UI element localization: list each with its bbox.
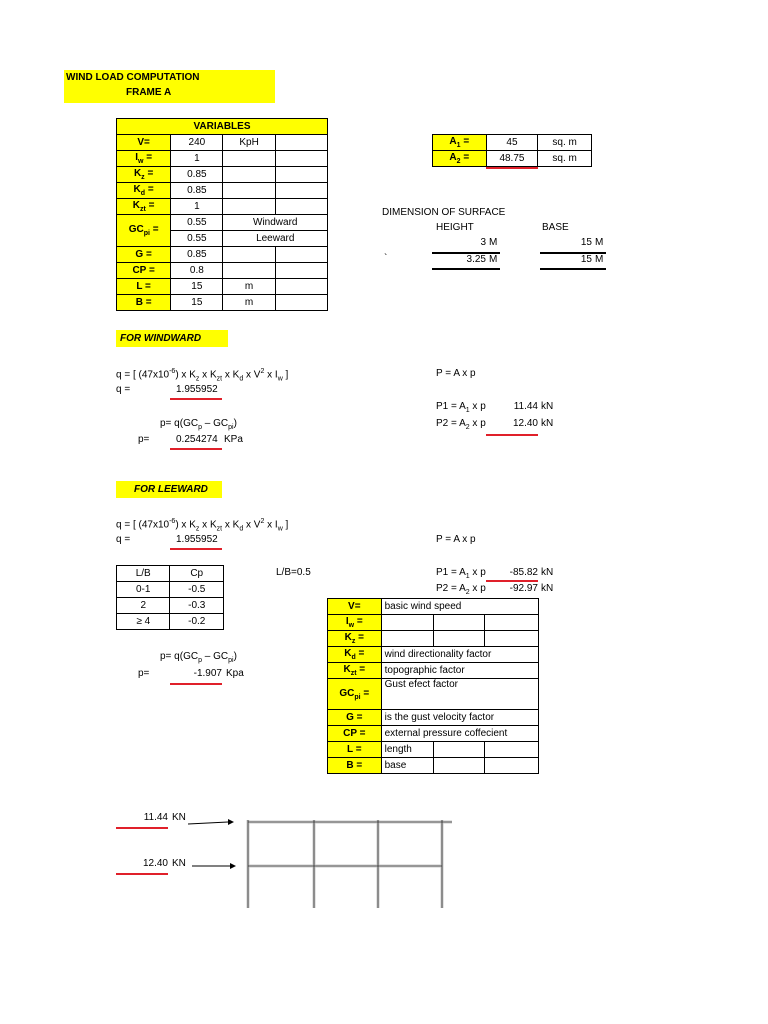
load-1-underline [116,827,168,829]
table-row [117,614,224,630]
leeward-p1-unit: kN [541,567,554,578]
area-label: $A_1$ = [433,135,487,151]
windward-q-value: 1.955952 [176,384,218,395]
windward-p1-unit: kN [541,401,554,412]
windward-p-label: p= [138,434,150,445]
legend-desc: Gust efect factor [381,679,538,710]
table-row [117,183,328,199]
load-2-unit: KN [172,858,186,869]
var-value: 15 [171,279,223,295]
table-row [328,663,539,679]
legend-table [327,598,539,774]
table-row [117,279,328,295]
legend-desc: external pressure coffecient [381,726,538,742]
area-value: 45 [486,135,538,151]
base-unit-2: M [595,254,604,265]
var-label: B = [117,295,171,311]
windward-pa: P = A x p [436,368,476,379]
leeward-p-value: -1.907 [193,668,222,679]
arrow-right-icon [188,816,236,828]
variables-title: VARIABLES [117,119,328,135]
legend-label: $I_w$ = [328,615,382,631]
windward-title: FOR WINDWARD [120,333,202,344]
var-value: 0.55 [171,231,223,247]
windward-p1-value: 11.44 [513,401,538,412]
var-label: $I_w$ = [117,151,171,167]
windward-p-value: 0.254274 [176,434,218,445]
table-row [328,647,539,663]
area-unit: sq. m [538,151,592,167]
cp-table [116,565,224,630]
var-label: $K_z$ = [117,167,171,183]
var-value: 15 [171,295,223,311]
lb-note: L/B=0.5 [276,567,311,578]
load-2-underline [116,873,168,875]
table-row [328,679,539,710]
table-row [433,135,592,151]
area-unit: sq. m [538,135,592,151]
area-label: $A_2$ = [433,151,487,167]
leeward-p1: $P1 = A_1$ x p [436,567,486,580]
table-row [117,215,328,231]
leeward-title: FOR LEEWARD [134,484,208,495]
table-row [328,758,539,774]
windward-p2-unit: kN [541,418,554,429]
table-row [117,598,224,614]
windward-p-formula: $p= q(GC_p - GC_{pi})$ [160,418,237,431]
leeward-q-value: 1.955952 [176,534,218,545]
var-unit: m [223,279,275,295]
legend-desc: base [381,758,433,774]
table-row [433,151,592,167]
legend-label: $GC_{pi}$ = [328,679,382,710]
leeward-p-label: p= [138,668,150,679]
table-row [117,199,328,215]
header-title: WIND LOAD COMPUTATION [66,72,200,83]
var-unit: m [223,295,275,311]
var-value: 0.55 [171,215,223,231]
windward-p-unit: KPa [224,434,243,445]
load-1-unit: KN [172,812,186,823]
var-label: V= [117,135,171,151]
windward-p-underline [170,448,222,450]
leeward-q-underline [170,548,222,550]
base-value-2: 15 [580,254,592,265]
windward-p2-value: 12.40 [512,418,538,429]
leeward-p-underline [170,683,222,685]
var-unit: Windward [223,215,328,231]
table-row [117,295,328,311]
legend-desc: topographic factor [381,663,538,679]
leeward-p2-value: -92.97 [509,583,538,594]
table-row [117,566,224,582]
legend-desc: basic wind speed [381,599,538,615]
var-label: L = [117,279,171,295]
table-row [328,726,539,742]
legend-label: B = [328,758,382,774]
height-value-1: 3 [480,237,486,248]
cp-cell: -0.5 [170,582,224,598]
legend-label: V= [328,599,382,615]
legend-label: G = [328,710,382,726]
base-value-1: 15 [580,237,592,248]
windward-p2: $P2 = A_2$ x p [436,418,486,431]
dimension-title: DIMENSION OF SURFACE [382,207,506,218]
table-row [117,167,328,183]
var-label: $GC_{pi}$ = [117,215,171,247]
var-value: 0.8 [171,263,223,279]
load-1-value: 11.44 [143,812,168,823]
tick-mark: ` [384,253,388,264]
var-value: 1 [171,199,223,215]
table-row [117,151,328,167]
leeward-p1-underline [486,580,538,582]
leeward-p2: $P2 = A_2$ x p [436,583,486,596]
table-row [117,263,328,279]
var-label: $K_{zt}$ = [117,199,171,215]
leeward-p-formula: $p= q(GC_p - GC_{pi})$ [160,651,237,664]
legend-desc: length [381,742,433,758]
leeward-q-label: q = [116,534,131,545]
area-value: 48.75 [486,151,538,167]
windward-q-label: q = [116,384,131,395]
legend-desc: wind directionality factor [381,647,538,663]
table-row [328,742,539,758]
height-value-2: 3.25 [466,254,486,265]
cp-cell: 2 [117,598,170,614]
height-unit-1: M [489,237,498,248]
windward-p1: $P1 = A_1$ x p [436,401,486,414]
table-row [328,615,539,631]
cp-header: Cp [170,566,224,582]
leeward-p1-value: -85.82 [509,567,538,578]
leeward-pa: P = A x p [436,534,476,545]
areas-table [432,134,592,167]
var-unit: Leeward [223,231,328,247]
var-unit: KpH [223,135,275,151]
legend-label: $K_z$ = [328,631,382,647]
legend-label: $K_d$ = [328,647,382,663]
windward-q-underline [170,398,222,400]
frame-diagram [242,816,454,910]
var-value: 0.85 [171,183,223,199]
height-unit-2: M [489,254,498,265]
leeward-q-formula: q = [ $(47x10^{-6})$ x $K_z$ x $K_{zt}$ x $K_d$ x $V^2$ x $I_w$ ] [116,518,289,533]
table-row [117,582,224,598]
var-value: 0.85 [171,167,223,183]
legend-label: CP = [328,726,382,742]
base-label: BASE [542,222,569,233]
arrow-right-icon [192,860,238,872]
var-label: G = [117,247,171,263]
legend-label: L = [328,742,382,758]
load-2-value: 12.40 [142,858,168,869]
base-unit-1: M [595,237,604,248]
height-line-2 [432,268,500,270]
var-label: CP = [117,263,171,279]
windward-p2-underline [486,434,538,436]
cp-cell: ≥ 4 [117,614,170,630]
cp-header: L/B [117,566,170,582]
leeward-p2-unit: kN [541,583,554,594]
var-label: $K_d$ = [117,183,171,199]
table-row [328,631,539,647]
variables-table [116,118,328,311]
table-row [117,247,328,263]
var-value: 1 [171,151,223,167]
var-value: 240 [171,135,223,151]
windward-q-formula: q = [ $(47x10^{-6})$ x $K_z$ x $K_{zt}$ x $K_d$ x $V^2$ x $I_w$ ] [116,368,289,383]
legend-desc: is the gust velocity factor [381,710,538,726]
table-row [117,135,328,151]
var-value: 0.85 [171,247,223,263]
base-line-2 [540,268,606,270]
table-row [328,599,539,615]
height-label: HEIGHT [436,222,474,233]
cp-cell: -0.2 [170,614,224,630]
leeward-p-unit: Kpa [226,668,244,679]
area2-underline [486,167,538,169]
cp-cell: -0.3 [170,598,224,614]
header-subtitle: FRAME A [126,87,172,98]
table-row [328,710,539,726]
legend-label: $K_{zt}$ = [328,663,382,679]
cp-cell: 0-1 [117,582,170,598]
